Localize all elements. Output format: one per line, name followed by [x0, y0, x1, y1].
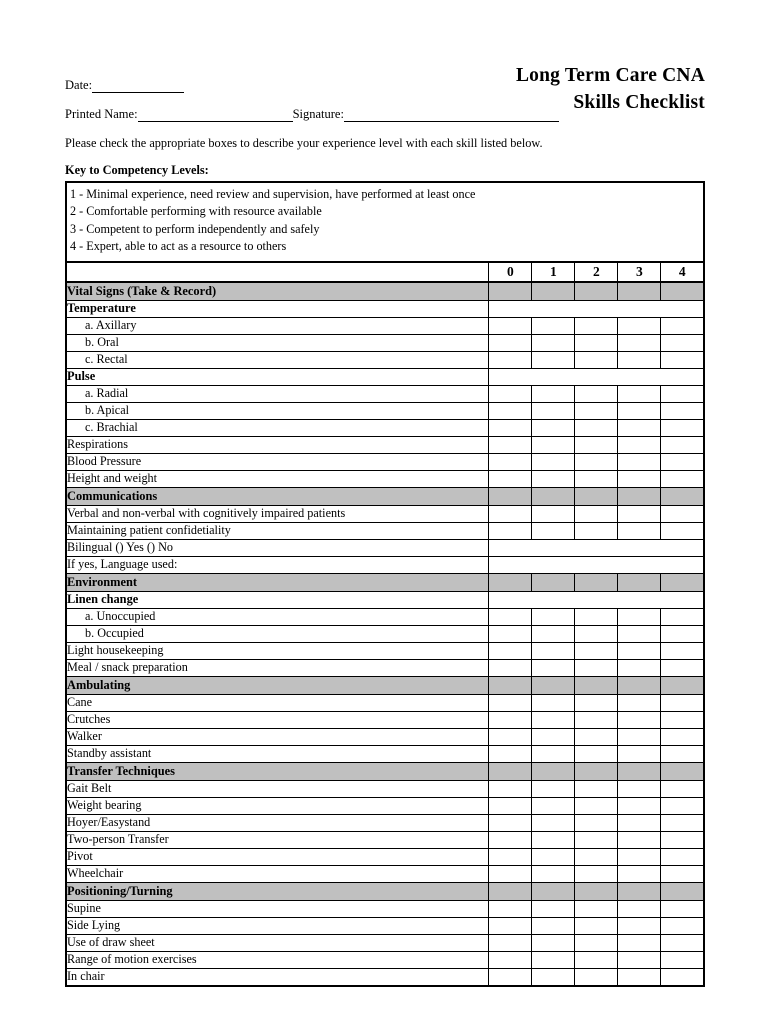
score-checkbox-cell-3[interactable] [618, 470, 661, 487]
score-checkbox-cell-3[interactable] [618, 968, 661, 986]
printed-name-label: Printed Name: [65, 107, 138, 121]
section-header-row [66, 882, 704, 900]
score-checkbox-cell-4[interactable] [661, 676, 704, 694]
table-row [66, 848, 704, 865]
score-checkbox-cell-3[interactable] [618, 711, 661, 728]
score-column-header-0: 0 [489, 262, 532, 282]
skill-label: b. Oral [66, 334, 489, 351]
score-checkbox-cell-4[interactable] [661, 762, 704, 780]
section-header-row [66, 762, 704, 780]
score-checkbox-cell-2[interactable] [575, 762, 618, 780]
score-checkbox-cell-1[interactable] [532, 762, 575, 780]
subsection-header-row [66, 368, 704, 385]
table-row [66, 745, 704, 762]
skill-label: Height and weight [66, 470, 489, 487]
table-row [66, 385, 704, 402]
skill-label: Supine [66, 900, 489, 917]
skill-label: Hoyer/Easystand [66, 814, 489, 831]
score-checkbox-cell-1[interactable] [532, 436, 575, 453]
score-checkbox-cell-0[interactable] [489, 882, 532, 900]
score-checkbox-cell-1[interactable] [532, 728, 575, 745]
score-checkbox-cell-3[interactable] [618, 419, 661, 436]
skill-label: Verbal and non-verbal with cognitively impaired patients [66, 505, 489, 522]
score-checkbox-cell-3[interactable] [618, 522, 661, 539]
table-row [66, 351, 704, 368]
score-checkbox-cell-0[interactable] [489, 487, 532, 505]
table-row [66, 608, 704, 625]
score-checkbox-cell-4[interactable] [661, 402, 704, 419]
score-checkbox-cell-1[interactable] [532, 882, 575, 900]
score-checkbox-cell-1[interactable] [532, 282, 575, 301]
skill-label: Weight bearing [66, 797, 489, 814]
skill-label: Positioning/Turning [66, 882, 489, 900]
section-header-row [66, 282, 704, 301]
score-checkbox-cell-2[interactable] [575, 385, 618, 402]
skill-label: Meal / snack preparation [66, 659, 489, 676]
score-checkbox-cell-1[interactable] [532, 951, 575, 968]
score-checkbox-cell-3[interactable] [618, 317, 661, 334]
skill-label: Range of motion exercises [66, 951, 489, 968]
score-checkbox-cell-4[interactable] [661, 814, 704, 831]
score-checkbox-cell-4[interactable] [661, 900, 704, 917]
score-checkbox-cell-4[interactable] [661, 642, 704, 659]
date-label: Date: [65, 78, 93, 92]
score-checkbox-cell-4[interactable] [661, 659, 704, 676]
note-row [66, 556, 704, 573]
score-checkbox-cell-1[interactable] [532, 522, 575, 539]
table-row [66, 711, 704, 728]
score-checkbox-cell-3[interactable] [618, 797, 661, 814]
score-checkbox-cell-1[interactable] [532, 934, 575, 951]
score-checkbox-cell-0[interactable] [489, 573, 532, 591]
score-checkbox-cell-4[interactable] [661, 351, 704, 368]
skill-label: Environment [66, 573, 489, 591]
score-checkbox-cell-4[interactable] [661, 317, 704, 334]
score-checkbox-cell-4[interactable] [661, 522, 704, 539]
score-checkbox-cell-3[interactable] [618, 780, 661, 797]
table-row [66, 865, 704, 882]
score-checkbox-cell-3[interactable] [618, 402, 661, 419]
score-checkbox-cell-3[interactable] [618, 745, 661, 762]
score-checkbox-cell-1[interactable] [532, 900, 575, 917]
score-checkbox-cell-2[interactable] [575, 573, 618, 591]
score-checkbox-cell-1[interactable] [532, 385, 575, 402]
section-header-row [66, 676, 704, 694]
score-checkbox-cell-2[interactable] [575, 882, 618, 900]
score-checkbox-cell-1[interactable] [532, 573, 575, 591]
score-checkbox-cell-3[interactable] [618, 831, 661, 848]
score-checkbox-cell-3[interactable] [618, 951, 661, 968]
skill-label: Crutches [66, 711, 489, 728]
score-checkbox-cell-0[interactable] [489, 814, 532, 831]
score-checkbox-cell-3[interactable] [618, 728, 661, 745]
skill-label: Use of draw sheet [66, 934, 489, 951]
score-checkbox-cell-1[interactable] [532, 642, 575, 659]
table-row [66, 797, 704, 814]
table-row [66, 402, 704, 419]
skill-label: Blood Pressure [66, 453, 489, 470]
score-checkbox-cell-1[interactable] [532, 797, 575, 814]
document-title [65, 0, 705, 116]
score-checkbox-cell-3[interactable] [618, 917, 661, 934]
score-checkbox-cell-3[interactable] [618, 573, 661, 591]
score-checkbox-cell-0[interactable] [489, 951, 532, 968]
score-checkbox-cell-4[interactable] [661, 797, 704, 814]
instruction-text: Please check the appropriate boxes to describe your experience level with each skill listed below. [65, 136, 543, 150]
score-checkbox-cell-4[interactable] [661, 573, 704, 591]
score-checkbox-cell-1[interactable] [532, 487, 575, 505]
score-checkbox-cell-4[interactable] [661, 608, 704, 625]
skill-label: Respirations [66, 436, 489, 453]
score-checkbox-cell-2[interactable] [575, 351, 618, 368]
score-checkbox-cell-4[interactable] [661, 882, 704, 900]
signature-label: Signature: [292, 107, 344, 121]
score-checkbox-cell-0[interactable] [489, 625, 532, 642]
skill-label: Cane [66, 694, 489, 711]
score-checkbox-cell-3[interactable] [618, 334, 661, 351]
table-row [66, 831, 704, 848]
score-checkbox-cell-4[interactable] [661, 728, 704, 745]
section-header-row [66, 487, 704, 505]
score-checkbox-cell-0[interactable] [489, 334, 532, 351]
skill-label: Temperature [66, 300, 489, 317]
score-checkbox-cell-0[interactable] [489, 470, 532, 487]
score-checkbox-cell-1[interactable] [532, 659, 575, 676]
score-checkbox-cell-0[interactable] [489, 522, 532, 539]
score-checkbox-cell-2[interactable] [575, 522, 618, 539]
skill-label: a. Radial [66, 385, 489, 402]
skills-checklist-table [65, 261, 705, 987]
score-checkbox-cell-1[interactable] [532, 711, 575, 728]
skill-label: Maintaining patient confidetiality [66, 522, 489, 539]
skill-label: Side Lying [66, 917, 489, 934]
score-checkbox-cell-2[interactable] [575, 934, 618, 951]
score-checkbox-cell-3[interactable] [618, 453, 661, 470]
score-checkbox-cell-1[interactable] [532, 968, 575, 986]
score-checkbox-cell-0[interactable] [489, 711, 532, 728]
score-checkbox-cell-0[interactable] [489, 453, 532, 470]
table-row [66, 470, 704, 487]
table-row [66, 453, 704, 470]
score-checkbox-cell-3[interactable] [618, 642, 661, 659]
table-row [66, 900, 704, 917]
key-heading: Key to Competency Levels: [65, 163, 209, 177]
score-checkbox-cell-4[interactable] [661, 968, 704, 986]
competency-key-box [65, 181, 705, 261]
table-row [66, 694, 704, 711]
score-checkbox-cell-0[interactable] [489, 797, 532, 814]
score-column-header-1: 1 [532, 262, 575, 282]
score-checkbox-cell-4[interactable] [661, 917, 704, 934]
score-checkbox-cell-3[interactable] [618, 694, 661, 711]
score-checkbox-cell-3[interactable] [618, 865, 661, 882]
score-checkbox-cell-3[interactable] [618, 385, 661, 402]
score-checkbox-cell-3[interactable] [618, 505, 661, 522]
score-checkbox-cell-4[interactable] [661, 487, 704, 505]
table-row [66, 780, 704, 797]
score-checkbox-cell-3[interactable] [618, 934, 661, 951]
score-checkbox-cell-4[interactable] [661, 951, 704, 968]
printed-name-input[interactable] [138, 108, 293, 122]
score-checkbox-cell-4[interactable] [661, 831, 704, 848]
score-checkbox-cell-4[interactable] [661, 436, 704, 453]
score-checkbox-cell-4[interactable] [661, 711, 704, 728]
skill-label: Wheelchair [66, 865, 489, 882]
score-checkbox-cell-4[interactable] [661, 848, 704, 865]
score-checkbox-cell-2[interactable] [575, 780, 618, 797]
score-checkbox-cell-2[interactable] [575, 334, 618, 351]
table-row [66, 522, 704, 539]
key-level-1: 1 - Minimal experience, need review and supervision, have performed at least once [70, 187, 476, 201]
score-checkbox-cell-2[interactable] [575, 797, 618, 814]
table-row [66, 814, 704, 831]
score-checkbox-cell-3[interactable] [618, 676, 661, 694]
date-input[interactable] [92, 79, 184, 93]
score-checkbox-cell-0[interactable] [489, 385, 532, 402]
score-checkbox-cell-2[interactable] [575, 917, 618, 934]
skill-label: Walker [66, 728, 489, 745]
score-checkbox-cell-1[interactable] [532, 865, 575, 882]
subsection-spacer [489, 300, 704, 317]
table-row [66, 334, 704, 351]
score-checkbox-cell-2[interactable] [575, 711, 618, 728]
score-column-header-4: 4 [661, 262, 704, 282]
score-checkbox-cell-1[interactable] [532, 917, 575, 934]
score-checkbox-cell-0[interactable] [489, 728, 532, 745]
score-checkbox-cell-1[interactable] [532, 780, 575, 797]
score-checkbox-cell-3[interactable] [618, 608, 661, 625]
score-checkbox-cell-0[interactable] [489, 317, 532, 334]
table-header-row [66, 262, 704, 282]
score-checkbox-cell-1[interactable] [532, 470, 575, 487]
score-checkbox-cell-1[interactable] [532, 676, 575, 694]
table-row [66, 436, 704, 453]
score-checkbox-cell-0[interactable] [489, 745, 532, 762]
note-row-spacer [489, 539, 704, 556]
score-checkbox-cell-2[interactable] [575, 317, 618, 334]
score-checkbox-cell-3[interactable] [618, 625, 661, 642]
skill-label: a. Axillary [66, 317, 489, 334]
score-checkbox-cell-3[interactable] [618, 814, 661, 831]
subsection-spacer [489, 368, 704, 385]
skill-label: Vital Signs (Take & Record) [66, 282, 489, 301]
score-checkbox-cell-4[interactable] [661, 470, 704, 487]
score-checkbox-cell-0[interactable] [489, 608, 532, 625]
score-checkbox-cell-1[interactable] [532, 317, 575, 334]
table-row [66, 642, 704, 659]
score-checkbox-cell-1[interactable] [532, 402, 575, 419]
skill-column-header [66, 262, 489, 282]
score-checkbox-cell-4[interactable] [661, 334, 704, 351]
table-row [66, 317, 704, 334]
score-checkbox-cell-2[interactable] [575, 642, 618, 659]
skill-label: Gait Belt [66, 780, 489, 797]
score-checkbox-cell-1[interactable] [532, 694, 575, 711]
score-checkbox-cell-2[interactable] [575, 453, 618, 470]
note-row [66, 539, 704, 556]
score-checkbox-cell-0[interactable] [489, 659, 532, 676]
score-checkbox-cell-0[interactable] [489, 831, 532, 848]
skill-label: Pivot [66, 848, 489, 865]
skill-label: Ambulating [66, 676, 489, 694]
score-checkbox-cell-3[interactable] [618, 659, 661, 676]
score-checkbox-cell-4[interactable] [661, 282, 704, 301]
score-checkbox-cell-1[interactable] [532, 625, 575, 642]
subsection-header-row [66, 300, 704, 317]
score-checkbox-cell-1[interactable] [532, 334, 575, 351]
skill-label: Communications [66, 487, 489, 505]
score-checkbox-cell-3[interactable] [618, 882, 661, 900]
score-checkbox-cell-1[interactable] [532, 419, 575, 436]
score-checkbox-cell-0[interactable] [489, 505, 532, 522]
subsection-header-row [66, 591, 704, 608]
score-checkbox-cell-0[interactable] [489, 351, 532, 368]
table-row [66, 951, 704, 968]
score-checkbox-cell-0[interactable] [489, 848, 532, 865]
score-checkbox-cell-3[interactable] [618, 848, 661, 865]
score-checkbox-cell-1[interactable] [532, 814, 575, 831]
score-checkbox-cell-2[interactable] [575, 831, 618, 848]
score-checkbox-cell-2[interactable] [575, 505, 618, 522]
score-column-header-3: 3 [618, 262, 661, 282]
skill-label: Linen change [66, 591, 489, 608]
score-checkbox-cell-0[interactable] [489, 762, 532, 780]
skill-label: a. Unoccupied [66, 608, 489, 625]
skill-label: If yes, Language used: [66, 556, 489, 573]
score-checkbox-cell-2[interactable] [575, 419, 618, 436]
score-checkbox-cell-2[interactable] [575, 608, 618, 625]
score-checkbox-cell-4[interactable] [661, 625, 704, 642]
table-row [66, 728, 704, 745]
score-checkbox-cell-2[interactable] [575, 676, 618, 694]
skill-label: b. Occupied [66, 625, 489, 642]
score-checkbox-cell-0[interactable] [489, 780, 532, 797]
score-checkbox-cell-2[interactable] [575, 951, 618, 968]
score-checkbox-cell-2[interactable] [575, 814, 618, 831]
score-checkbox-cell-2[interactable] [575, 487, 618, 505]
skill-label: Bilingual () Yes () No [66, 539, 489, 556]
score-checkbox-cell-2[interactable] [575, 659, 618, 676]
score-checkbox-cell-1[interactable] [532, 351, 575, 368]
score-checkbox-cell-0[interactable] [489, 676, 532, 694]
table-row [66, 625, 704, 642]
score-checkbox-cell-0[interactable] [489, 865, 532, 882]
score-checkbox-cell-0[interactable] [489, 917, 532, 934]
score-checkbox-cell-1[interactable] [532, 848, 575, 865]
key-level-3: 3 - Competent to perform independently and safely [70, 221, 320, 236]
score-checkbox-cell-4[interactable] [661, 780, 704, 797]
score-checkbox-cell-3[interactable] [618, 436, 661, 453]
skill-label: b. Apical [66, 402, 489, 419]
subsection-spacer [489, 591, 704, 608]
score-checkbox-cell-4[interactable] [661, 694, 704, 711]
score-checkbox-cell-2[interactable] [575, 625, 618, 642]
skill-label: Two-person Transfer [66, 831, 489, 848]
skills-table-body [66, 282, 704, 986]
score-checkbox-cell-2[interactable] [575, 728, 618, 745]
table-row [66, 659, 704, 676]
skill-label: Pulse [66, 368, 489, 385]
skill-label: Transfer Techniques [66, 762, 489, 780]
score-checkbox-cell-2[interactable] [575, 436, 618, 453]
score-checkbox-cell-2[interactable] [575, 900, 618, 917]
score-checkbox-cell-2[interactable] [575, 694, 618, 711]
skill-label: c. Brachial [66, 419, 489, 436]
score-checkbox-cell-0[interactable] [489, 934, 532, 951]
skill-label: Standby assistant [66, 745, 489, 762]
score-checkbox-cell-2[interactable] [575, 968, 618, 986]
section-header-row [66, 573, 704, 591]
document-title-line-1: Long Term Care CNA [515, 65, 705, 86]
table-row [66, 419, 704, 436]
score-checkbox-cell-3[interactable] [618, 762, 661, 780]
score-checkbox-cell-2[interactable] [575, 470, 618, 487]
key-level-4: 4 - Expert, able to act as a resource to others [70, 239, 287, 254]
score-checkbox-cell-2[interactable] [575, 848, 618, 865]
score-checkbox-cell-0[interactable] [489, 642, 532, 659]
score-checkbox-cell-4[interactable] [661, 419, 704, 436]
score-checkbox-cell-3[interactable] [618, 900, 661, 917]
score-checkbox-cell-4[interactable] [661, 934, 704, 951]
score-checkbox-cell-3[interactable] [618, 351, 661, 368]
score-checkbox-cell-2[interactable] [575, 865, 618, 882]
score-checkbox-cell-0[interactable] [489, 419, 532, 436]
score-checkbox-cell-1[interactable] [532, 505, 575, 522]
score-checkbox-cell-0[interactable] [489, 968, 532, 986]
score-checkbox-cell-1[interactable] [532, 745, 575, 762]
score-checkbox-cell-0[interactable] [489, 402, 532, 419]
score-checkbox-cell-2[interactable] [575, 282, 618, 301]
score-column-header-2: 2 [575, 262, 618, 282]
skill-label: c. Rectal [66, 351, 489, 368]
score-checkbox-cell-3[interactable] [618, 282, 661, 301]
table-row [66, 917, 704, 934]
score-checkbox-cell-4[interactable] [661, 745, 704, 762]
score-checkbox-cell-0[interactable] [489, 282, 532, 301]
score-checkbox-cell-2[interactable] [575, 402, 618, 419]
score-checkbox-cell-0[interactable] [489, 900, 532, 917]
score-checkbox-cell-1[interactable] [532, 831, 575, 848]
score-checkbox-cell-2[interactable] [575, 745, 618, 762]
score-checkbox-cell-1[interactable] [532, 453, 575, 470]
score-checkbox-cell-4[interactable] [661, 505, 704, 522]
key-level-2: 2 - Comfortable performing with resource available [70, 204, 322, 219]
skill-label: Light housekeeping [66, 642, 489, 659]
score-checkbox-cell-3[interactable] [618, 487, 661, 505]
note-row-spacer [489, 556, 704, 573]
table-row [66, 968, 704, 986]
score-checkbox-cell-0[interactable] [489, 436, 532, 453]
skill-label: In chair [66, 968, 489, 986]
table-row [66, 505, 704, 522]
document-title-line-2: Skills Checklist [573, 92, 705, 113]
score-checkbox-cell-1[interactable] [532, 608, 575, 625]
score-checkbox-cell-4[interactable] [661, 865, 704, 882]
signature-input[interactable] [344, 108, 559, 122]
score-checkbox-cell-4[interactable] [661, 385, 704, 402]
score-checkbox-cell-4[interactable] [661, 453, 704, 470]
score-checkbox-cell-0[interactable] [489, 694, 532, 711]
table-row [66, 934, 704, 951]
